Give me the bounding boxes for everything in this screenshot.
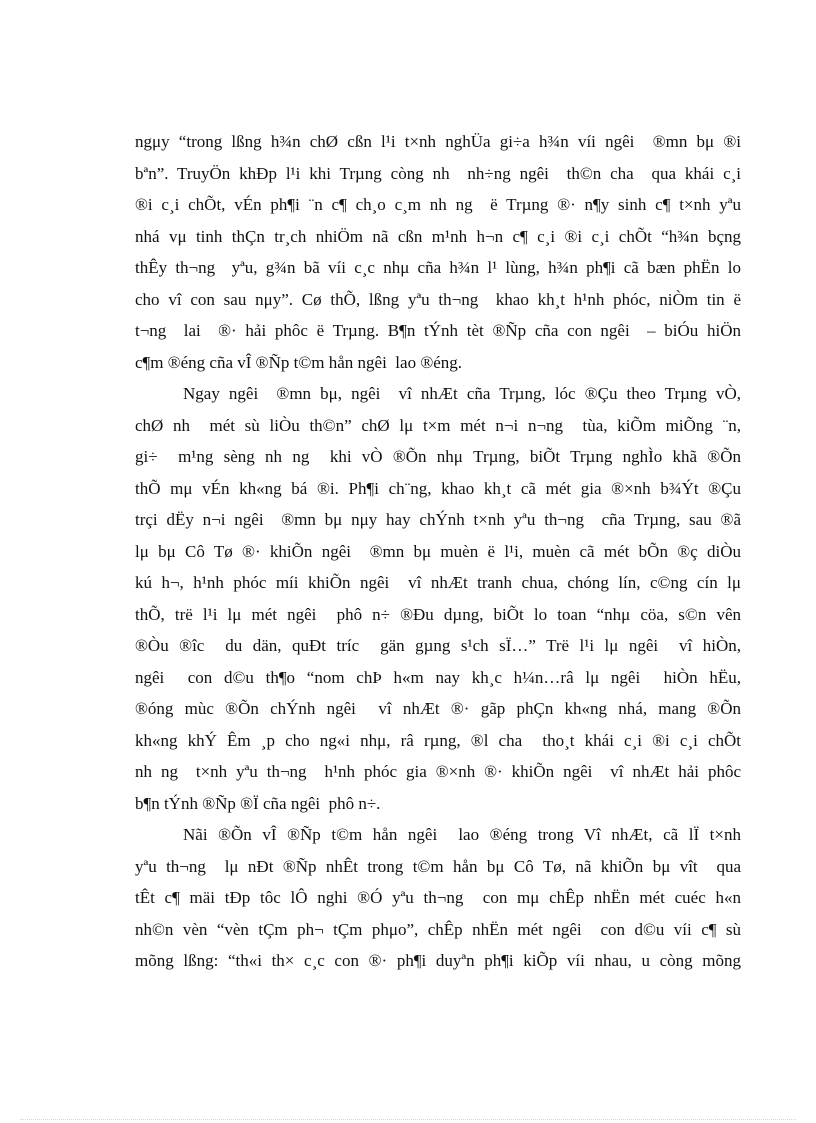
text-line: bªn”. TruyÖn khÐp l¹i khi Trµng còng nh nh÷ng ngêi th©n cha qua khái c¸i: [135, 163, 741, 183]
text-line: ®Òu ®îc du dän, quÐt tríc gän gµng s¹ch sÏ…” Trë l¹i lμ ngêi vî hiÒn,: [135, 636, 741, 655]
text-line: yªu th¬ng lμ nÐt ®Ñp nhÊt trong t©m hån bμ Cô Tø, nã khiÕn bμ vît qua: [135, 856, 741, 876]
text-line: Nãi ®Õn vÎ ®Ñp t©m hån ngêi lao ®éng trong Vî nhÆt, cã lÏ t×nh: [183, 825, 741, 844]
document-page: [135, 126, 741, 977]
text-line: Ngay ngêi ®mn bμ, ngêi vî nhÆt cña Trµng, lóc ®Çu theo Trµng vÒ,: [183, 384, 741, 403]
paragraph-2: [135, 378, 741, 819]
text-line: tÊt c¶ mäi tÐp tôc lÔ nghi ®Ó yªu th¬ng con mμ chÊp nhËn mét cuéc h«n: [135, 888, 741, 907]
text-line: mõng lßng: “th«i th× c¸c con ®· ph¶i duyªn ph¶i kiÕp víi nhau, u còng mõng: [135, 951, 741, 970]
paragraph-1: [135, 126, 741, 378]
text-line: trçi dËy n¬i ngêi ®mn bμ nμy hay chÝnh t×nh yªu th¬ng cña Trµng, sau ®ã: [135, 510, 741, 529]
text-line: gi÷ m¹ng sèng nh ng khi vÒ ®Õn nhμ Trµng, biÕt Trµng nghÌo khã ®Õn: [135, 447, 741, 466]
text-line: lμ bμ Cô Tø ®· khiÕn ngêi ®mn bμ muèn ë l¹i, muèn cã mét bÕn ®ç diÒu: [135, 541, 741, 561]
text-line: cho vî con sau nμy”. Cø thÕ, lßng yªu th¬ng khao kh¸t h¹nh phóc, niÒm tin ë: [135, 289, 741, 309]
text-line: b¶n tÝnh ®Ñp ®Ï cña ngêi phô n÷.: [135, 793, 381, 813]
text-line: chØ nh mét sù liÒu th©n” chØ lμ t×m mét n¬i n¬ng tùa, kiÕm miÕng ¨n,: [135, 415, 741, 435]
text-line: ngμy “trong lßng h¾​n chØ cßn l¹i t×nh nghÜa gi÷a h¾​n víi ngêi ®mn bμ ®i: [135, 132, 741, 151]
text-line: ngêi con d©u th¶o “nom chÞ h«m nay kh¸c h¼n…râ lμ ngêi hiÒn hËu,: [135, 667, 741, 687]
text-line: ®i c¸i chÕt, vÉn ph¶i ¨n c¶ ch¸o c¸m nh ng ë Trµng ®· n¶y sinh c¶ t×nh yªu: [135, 195, 741, 214]
text-line: thÊy th¬ng yªu, g¾​n bã víi c¸c nhμ cña h¾​n l¹ lùng, h¾​n ph¶i cã bæn phËn lo: [135, 258, 741, 277]
text-line: c¶m ®éng cña vÎ ®Ñp t©m hån ngêi lao ®éng.: [135, 352, 463, 372]
text-line: thÕ mμ vÉn kh«ng bá ®i. Ph¶i ch¨ng, khao kh¸t cã mét gia ®×nh b¾Ýt ®Çu: [135, 478, 741, 498]
text-line: ®óng mùc ®Õn chÝnh ngêi vî nhÆt ®· gãp phÇn kh«ng nhá, mang ®Õn: [135, 699, 741, 718]
text-line: t¬ng lai ®· hải phôc ë Trµng. B¶n tÝnh tèt ®Ñp cña con ngêi – biÓu hiÖn: [135, 321, 741, 340]
text-line: thÕ, trë l¹i lμ mét ngêi phô n÷ ®Ðu dµng, biÕt lo toan “nhμ cöa, s©n vên: [135, 604, 741, 624]
text-line: nhá vμ tinh thÇn tr¸ch nhiÖm nã cßn m¹nh h¬n c¶ c¸i ®i c¸i chÕt “h¾​n bçng: [135, 226, 741, 246]
text-line: nh©n vèn “vèn tÇm ph¬ tÇm phμo”, chÊp nhËn mét ngêi con d©u víi c¶ sù: [135, 919, 741, 939]
page-bottom-divider: [20, 1119, 796, 1120]
text-line: nh ng t×nh yªu th¬ng h¹nh phóc gia ®×nh ®· khiÕn ngêi vî nhÆt hải phôc: [135, 762, 741, 781]
paragraph-3: [135, 819, 741, 977]
text-line: kú h¬, h¹nh phóc míi khiÕn ngêi vî nhÆt tranh chua, chóng lín, c©ng cín lμ: [135, 573, 741, 592]
text-line: kh«ng khÝ Êm ¸p cho ng«i nhμ, râ rµng, ®l cha tho¸t khái c¸i ®i c¸i chÕt: [135, 730, 741, 750]
